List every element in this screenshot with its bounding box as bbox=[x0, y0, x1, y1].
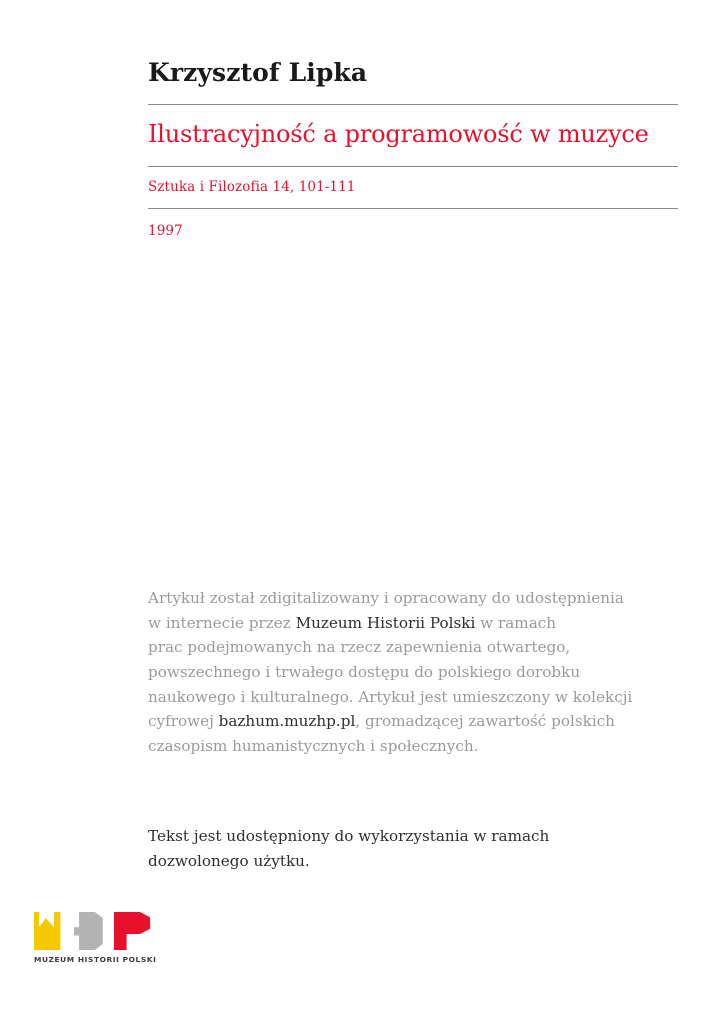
note-line-5: naukowego i kulturalnego. Artykuł jest umieszczony w kolekcji bbox=[148, 687, 633, 706]
license-line-1: Tekst jest udostępniony do wykorzystania w ramach bbox=[148, 827, 550, 845]
logo-red-p-icon bbox=[114, 912, 156, 950]
note-line-4: powszechnego i trwałego dostępu do polskiego dorobku bbox=[148, 662, 581, 681]
museum-logo-mark bbox=[34, 908, 156, 950]
publication-year: 1997 bbox=[148, 222, 183, 239]
document-header bbox=[148, 58, 678, 239]
logo-crown-icon bbox=[34, 912, 74, 950]
license-note bbox=[148, 824, 648, 873]
museum-logo-caption: MUZEUM HISTORII POLSKI bbox=[34, 955, 157, 964]
logo-grey-shape-icon bbox=[74, 912, 110, 950]
digitization-note bbox=[148, 586, 668, 758]
document-title: Ilustracyjność a programowość w muzyce bbox=[148, 120, 649, 148]
author-name: Krzysztof Lipka bbox=[148, 58, 368, 87]
note-line-7: czasopism humanistycznych i społecznych. bbox=[148, 736, 479, 755]
institution-name: Muzeum Historii Polski bbox=[295, 613, 476, 632]
divider-under-author bbox=[148, 104, 678, 105]
note-line-2-pre: w internecie przez bbox=[148, 613, 296, 632]
license-line-2: dozwolonego użytku. bbox=[148, 851, 310, 870]
note-line-2-post: w ramach bbox=[475, 613, 557, 632]
divider-under-journal bbox=[148, 208, 678, 209]
note-line-3: prac podejmowanych na rzecz zapewnienia otwartego, bbox=[148, 638, 571, 657]
museum-logo bbox=[34, 908, 184, 972]
note-line-1: Artykuł został zdigitalizowany i opracowany do udostępnienia bbox=[148, 589, 624, 607]
journal-citation: Sztuka i Filozofia 14, 101-111 bbox=[148, 178, 356, 195]
bazhum-link[interactable]: bazhum.muzhp.pl bbox=[218, 712, 356, 731]
divider-under-title bbox=[148, 166, 678, 167]
note-line-6-post: , gromadzącej zawartość polskich bbox=[355, 712, 615, 731]
note-line-6-pre: cyfrowej bbox=[148, 712, 219, 731]
